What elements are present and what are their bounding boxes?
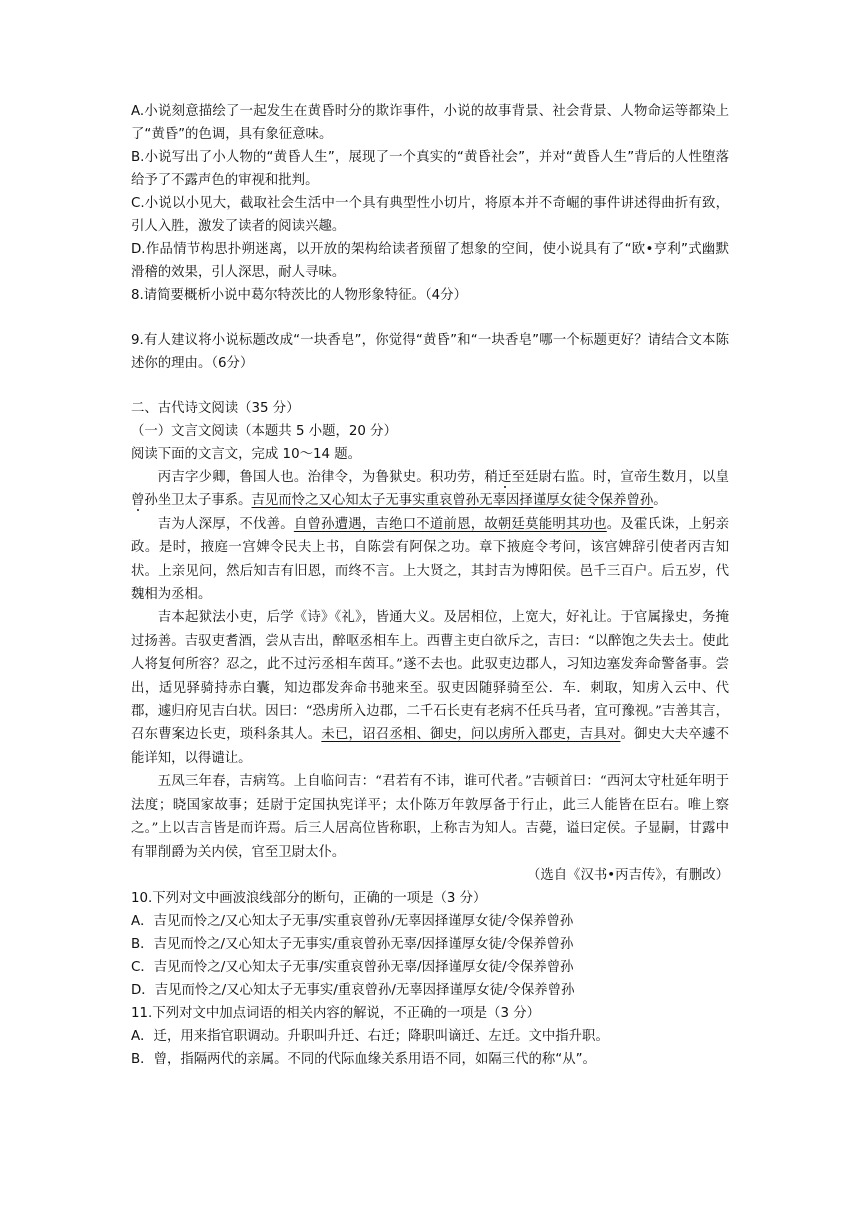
question-8: 8.请简要概析小说中葛尔特茨比的人物形象特征。（4分） [131,288,467,303]
passage-text: 孙坐卫太子事系。 [144,493,252,509]
exam-page [131,100,729,1071]
passage-paragraph-3 [131,606,729,770]
passage-text: 至廷尉右监。时，宣帝生数月，以皇 [511,470,730,485]
wavy-underlined-sentence: 吉见而怜之又心知太子无事实重哀曾孙无辜因择谨厚女徒令保养曾孙 [251,493,654,509]
classical-passage [131,466,729,887]
dotted-word-qian: 迁 [497,470,512,485]
section-subtitle: （一）文言文阅读（本题共 5 小题，20 分） [131,424,397,439]
passage-source: （选自《汉书•丙吉传》，有删改） [526,867,729,883]
passage-paragraph-1 [131,466,729,513]
q7-option-a: A.小说刻意描绘了一起发生在黄昏时分的欺诈事件，小说的故事背景、社会背景、人物命运等都染上了“黄昏”的色调，具有象征意味。 [131,104,729,142]
passage-text: 。 [653,493,667,509]
underlined-sentence: 未已，诏召丞相、御史，问以虏所入郡吏，吉具对 [321,727,621,743]
passage-text: 。及霍氏诛，上躬亲政。是时，掖庭一宫婢令民夫上书，自陈尝有阿保之功。章下掖庭令考问，该宫婢辞引使者丙吉知状。上亲见问，然后知吉有旧恩，而终不言。上大贤之，其封吉为博阳侯。邑千三百户。后五岁，代魏相为丞相。 [131,516,730,603]
q7-option-d: D.作品情节构思扑朔迷离，以开放的架构给读者预留了想象的空间，使小说具有了“欧•亨利”式幽默滑稽的效果，引人深思，耐人寻味。 [131,242,729,280]
passage-text: 丙吉字少卿，鲁国人也。治律令，为鲁狱史。积功劳，稍 [157,470,498,485]
reading-instruction: 阅读下面的文言文，完成 10～14 题。 [131,447,362,462]
q7-option-c: C.小说以小见大，截取社会生活中一个具有典型性小切片，将原本并不奇崛的事件讲述得曲折有致，引人入胜，激发了读者的阅读兴趣。 [131,196,729,234]
underlined-sentence: 自曾孙遭遇，吉绝口不道前恩，故朝廷莫能明其功也 [293,516,607,532]
q10-option-a: A．吉见而怜之/又心知太子无事/实重哀曾孙/无辜因择谨厚女徒/令保养曾孙 [131,914,574,930]
passage-text: 。御史大夫卒遽不能详知，以得谴让。 [131,727,730,766]
passage-paragraph-4: 五凤三年春，吉病笃。上自临问吉：“君若有不讳，谁可代者。”吉顿首曰：“西河太守杜延年明于法度；晓国家故事；廷尉于定国执宪详平；太仆陈万年敦厚备于行止，此三人能皆在臣右。唯上察之。”上以吉言皆是而许焉。后三人居高位皆称职，上称吉为知人。吉薨，谥曰定侯。子显嗣，甘露中有罪削爵为关内侯，官至卫尉太仆。 [131,774,729,860]
q10-option-b: B．吉见而怜之/又心知太子无事实/重哀曾孙无辜/因择谨厚女徒/令保养曾孙 [131,937,574,953]
section-title: 二、古代诗文阅读（35 分） [131,401,300,416]
q7-option-b: B.小说写出了小人物的“黄昏人生”，展现了一个真实的“黄昏社会”，并对“黄昏人生”背后的人性堕落给予了不露声色的审视和批判。 [131,150,729,188]
q10-option-d: D．吉见而怜之/又心知太子无事实/重哀曾孙/无辜因择谨厚女徒/令保养曾孙 [131,983,575,999]
passage-text: 吉为人深厚，不伐善。 [157,516,294,532]
passage-text: 吉本起狱法小吏，后学《诗》《礼》，皆通大义。及居相位，上宽大，好礼让。于官属掾史，务掩过扬善。吉驭吏耆酒，尝从吉出，醉呕丞相车上。西曹主吏白欲斥之，吉曰：“以醉饱之失去士。使此人将复何所容？忍之，此不过污丞相车茵耳。”遂不去也。此驭吏边郡人，习知边塞发奔命警备事。尝出，适见驿骑持赤白囊，知边郡发奔命书驰来至。驭吏因随驿骑至公．车．刺取，知虏入云中、代郡，遽归府见吉白状。因曰：“恐虏所入边郡，二千石长吏有老病不任兵马者，宜可豫视。”吉善其言，召东曹案边长吏，琐科条其人。 [131,610,729,743]
question-9: 9.有人建议将小说标题改成“一块香皂”，你觉得“黄昏”和“一块香皂”哪一个标题更好？请结合文本陈述你的理由。（6分） [131,333,729,371]
passage-paragraph-2 [131,513,729,607]
question-11-stem: 11.下列对文中加点词语的相关内容的解说，不正确的一项是（3 分） [131,1006,541,1022]
q10-option-c: C．吉见而怜之/又心知太子无事/实重哀曾孙无辜/因择谨厚女徒/令保养曾孙 [131,960,574,976]
q11-option-a: A．迁，用来指官职调动。升职叫升迁、右迁；降职叫谪迁、左迁。文中指升职。 [131,1029,609,1045]
question-10-stem: 10.下列对文中画波浪线部分的断句，正确的一项是（3 分） [131,891,487,907]
dotted-word-zeng: 曾 [131,493,145,509]
spacer [131,307,729,329]
q11-option-b: B．曾，指隔两代的亲属。不同的代际血缘关系用语不同，如隔三代的称“从”。 [131,1052,596,1068]
spacer [131,375,729,397]
